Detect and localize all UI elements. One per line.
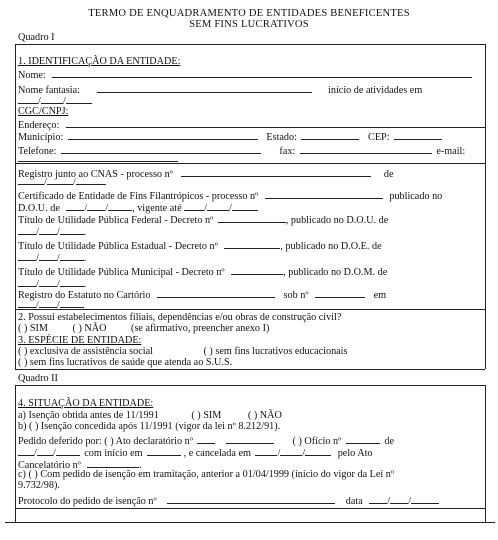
utilidade-municipal-publicado-label: , publicado no D.O.M. de <box>283 267 388 278</box>
saude-sus-option[interactable]: ( ) sem fins lucrativos de saúde que atenda ao S.U.S. <box>18 357 233 368</box>
cnas-ano-field[interactable] <box>76 176 106 185</box>
nome-label: Nome: <box>18 70 46 81</box>
ue-dia-field[interactable] <box>18 252 36 261</box>
protocolo-mes-field[interactable] <box>390 495 408 504</box>
utilidade-estadual-publicado-label: , publicado no D.O.E. de <box>280 241 382 252</box>
pedido-mes-field[interactable] <box>37 447 53 456</box>
section-2-options <box>18 324 269 334</box>
cancel-ano-field[interactable] <box>305 447 331 456</box>
protocolo-label: Protocolo do pedido de isenção nº <box>18 496 157 507</box>
utilidade-federal-label: Título de Utilidade Pública Federal - Decreto nº <box>18 215 214 226</box>
fax-label: fax: <box>279 146 296 157</box>
quadro-2-left-border <box>15 385 16 522</box>
um-ano-field[interactable] <box>60 278 84 287</box>
inicio-atividades-label: início de atividades em <box>328 85 423 96</box>
ue-mes-field[interactable] <box>39 252 57 261</box>
protocolo-data-label: data <box>345 496 363 507</box>
certificado-row-2: D.O.U. de / / , vigente até / / <box>18 202 258 214</box>
um-dia-field[interactable] <box>18 278 36 287</box>
certificado-dou-label: D.O.U. de <box>18 203 60 214</box>
isencao-nao-option[interactable]: ( ) NÃO <box>247 410 282 421</box>
utilidade-municipal-decreto-field[interactable] <box>231 266 283 275</box>
section-3-heading: 3. ESPÉCIE DE ENTIDADE: <box>18 335 142 346</box>
form-title-line1: TERMO DE ENQUADRAMENTO DE ENTIDADES BENEFICENTES <box>88 8 410 19</box>
inicio-cancelamento-row: / / com início em , e cancelada em / / pelo Ato <box>18 447 373 459</box>
quadro-2-top-border <box>15 385 485 386</box>
pedido-deferido-label[interactable]: Pedido deferido por: ( ) Ato declaratório nº <box>18 436 193 447</box>
uf-mes-field[interactable] <box>39 226 57 235</box>
uf-ano-field[interactable] <box>60 226 84 235</box>
cancelatorio-field[interactable] <box>87 459 139 468</box>
certificado-vigente-label: vigente até <box>137 203 182 214</box>
nome-field[interactable] <box>52 69 472 78</box>
quadro-2-inner-line <box>15 508 485 509</box>
utilidade-municipal-date: / / . <box>18 278 86 290</box>
filiais-sim-option[interactable]: ( ) SIM <box>18 323 48 334</box>
filiais-note: (se afirmativo, preencher anexo I) <box>131 323 270 334</box>
utilidade-federal-decreto-field[interactable] <box>218 214 286 223</box>
section-1-heading: 1. IDENTIFICAÇÃO DA ENTIDADE: <box>18 56 181 67</box>
section-3-row-1 <box>18 347 347 357</box>
endereco-label: Endereço: <box>18 120 60 131</box>
estado-field[interactable] <box>301 131 359 140</box>
estatuto-numero-field[interactable] <box>315 289 365 298</box>
certificado-processo-field[interactable] <box>265 190 383 199</box>
protocolo-field[interactable] <box>167 495 335 504</box>
inicio-field[interactable] <box>147 447 181 456</box>
inicio-atividades-date: / / <box>18 95 92 107</box>
cep-field[interactable] <box>394 131 442 140</box>
quadro-1-left-border <box>15 44 16 369</box>
cnas-mes-field[interactable] <box>47 176 73 185</box>
cancel-mes-field[interactable] <box>280 447 302 456</box>
registro-estatuto-date: / / <box>18 299 84 311</box>
cert-vig-mes-field[interactable] <box>207 202 229 211</box>
cancelatorio-label: Cancelatório nº <box>18 460 81 471</box>
pedido-deferido-row <box>18 435 394 447</box>
quadro-1-bottom-border <box>15 369 485 370</box>
protocolo-row: Protocolo do pedido de isenção nº data / / <box>18 495 439 507</box>
municipio-field[interactable] <box>68 131 258 140</box>
registro-cnas-date: / / <box>18 176 106 188</box>
section-4-c-row[interactable]: c) ( ) Com pedido de isenção em tramitação, anterior a 01/04/1999 (início do vigor da Lei nº <box>18 469 395 480</box>
pedido-ano-field[interactable] <box>56 447 80 456</box>
isencao-sim-option[interactable]: ( ) SIM <box>191 410 222 421</box>
protocolo-dia-field[interactable] <box>369 495 387 504</box>
com-inicio-label: com início em <box>84 448 143 459</box>
quadro-2-label: Quadro II <box>18 373 58 384</box>
protocolo-ano-field[interactable] <box>411 495 439 504</box>
municipio-row <box>18 131 442 143</box>
registro-estatuto-label: Registro do Estatuto no Cartório <box>18 290 151 301</box>
inicio-ano-field[interactable] <box>66 95 92 104</box>
assistencia-social-option[interactable]: ( ) exclusiva de assistência social <box>18 346 153 357</box>
quadro-2-right-border <box>485 385 486 522</box>
municipio-label: Município: <box>18 132 64 143</box>
estatuto-em-label: em <box>373 290 387 301</box>
inicio-mes-field[interactable] <box>41 95 63 104</box>
utilidade-municipal-label: Título de Utilidade Pública Municipal - Decreto nº <box>18 267 225 278</box>
nome-fantasia-label: Nome fantasia: <box>18 85 80 96</box>
utilidade-estadual-decreto-field[interactable] <box>224 240 280 249</box>
form-title-line2: SEM FINS LUCRATIVOS <box>189 19 309 30</box>
registro-cnas-label: Registro junto ao CNAS - processo nº <box>18 169 173 180</box>
section-4-a-row <box>18 411 282 421</box>
utilidade-estadual-date: / / . <box>18 252 86 264</box>
cartorio-field[interactable] <box>157 289 275 298</box>
section-1-divider <box>15 163 485 164</box>
quadro-2-bottom-border <box>5 522 495 523</box>
quadro-1-right-border <box>485 44 486 369</box>
est-ano-field[interactable] <box>60 299 84 308</box>
section-4-b-row[interactable]: b) ( ) Isenção concedida após 11/1991 (vigor da lei nº 8.212/91). <box>18 421 281 432</box>
cancelada-label: , e cancelada em <box>183 448 251 459</box>
educacionais-option[interactable]: ( ) sem fins lucrativos educacionais <box>203 346 348 357</box>
cgc-cnpj-label: CGC/CNPJ: <box>18 106 69 117</box>
uf-dia-field[interactable] <box>18 226 36 235</box>
ato-numero-field[interactable] <box>197 435 215 444</box>
ue-ano-field[interactable] <box>60 252 84 261</box>
registro-cnas-de-label: de <box>383 169 394 180</box>
cert-dou-ano-field[interactable] <box>108 202 132 211</box>
oficio-option[interactable]: ( ) Ofício nº <box>292 436 342 447</box>
sob-numero-label: sob nº <box>283 290 309 301</box>
cnas-dia-field[interactable] <box>18 176 44 185</box>
cep-label: CEP: <box>368 132 390 143</box>
utilidade-municipal-row <box>18 266 387 278</box>
utilidade-federal-publicado-label: , publicado no D.O.U. de <box>285 215 389 226</box>
quadro-1-label: Quadro I <box>18 32 55 43</box>
cert-vig-dia-field[interactable] <box>184 202 204 211</box>
endereco-field[interactable] <box>66 119 486 128</box>
certificado-label: Certificado de Entidade de Fins Filantrópicos - processo nº <box>18 191 259 202</box>
utilidade-estadual-label: Título de Utilidade Pública Estadual - Decreto nº <box>18 241 218 252</box>
cert-dou-dia-field[interactable] <box>66 202 84 211</box>
oficio-de-label: de <box>384 436 394 447</box>
oficio-numero-field[interactable] <box>346 435 380 444</box>
quadro-1-top-border <box>15 44 485 45</box>
isencao-antes-label: a) Isenção obtida antes de 11/1991 <box>18 410 159 421</box>
cert-vig-ano-field[interactable] <box>232 202 258 211</box>
fax-field[interactable] <box>300 145 432 154</box>
email-label: e-mail: <box>436 146 466 157</box>
section-2-question: 2. Possui estabelecimentos filiais, dependências e/ou obras de construção civil? <box>18 312 342 323</box>
pedido-dia-field[interactable] <box>18 447 34 456</box>
cancel-dia-field[interactable] <box>255 447 277 456</box>
cert-dou-mes-field[interactable] <box>87 202 105 211</box>
utilidade-federal-date: / / . <box>18 226 86 238</box>
estatuto-divider <box>15 309 485 310</box>
telefone-label: Telefone: <box>18 146 57 157</box>
cancelatorio-row: Cancelatório nº . <box>18 460 142 471</box>
filiais-nao-option[interactable]: ( ) NÃO <box>72 323 107 334</box>
certificado-publicado-label: publicado no <box>389 191 443 202</box>
inicio-dia-field[interactable] <box>18 95 38 104</box>
est-mes-field[interactable] <box>39 299 57 308</box>
estado-label: Estado: <box>266 132 297 143</box>
section-4-c-continuation: 9.732/98). <box>18 480 60 491</box>
pelo-ato-label: pelo Ato <box>337 448 373 459</box>
email-field[interactable] <box>18 153 178 162</box>
registro-cnas-field[interactable] <box>181 168 371 177</box>
section-3-row-2 <box>18 358 232 368</box>
endereco-row <box>18 119 486 131</box>
utilidade-estadual-row <box>18 240 382 252</box>
utilidade-federal-row <box>18 214 388 226</box>
certificado-row-1 <box>18 190 442 202</box>
est-dia-field[interactable] <box>18 299 36 308</box>
section-4-heading: 4. SITUAÇÃO DA ENTIDADE: <box>18 398 154 409</box>
nome-row <box>18 69 472 81</box>
nome-fantasia-field[interactable] <box>97 84 312 93</box>
ato-complemento-field[interactable] <box>226 435 274 444</box>
um-mes-field[interactable] <box>39 278 57 287</box>
